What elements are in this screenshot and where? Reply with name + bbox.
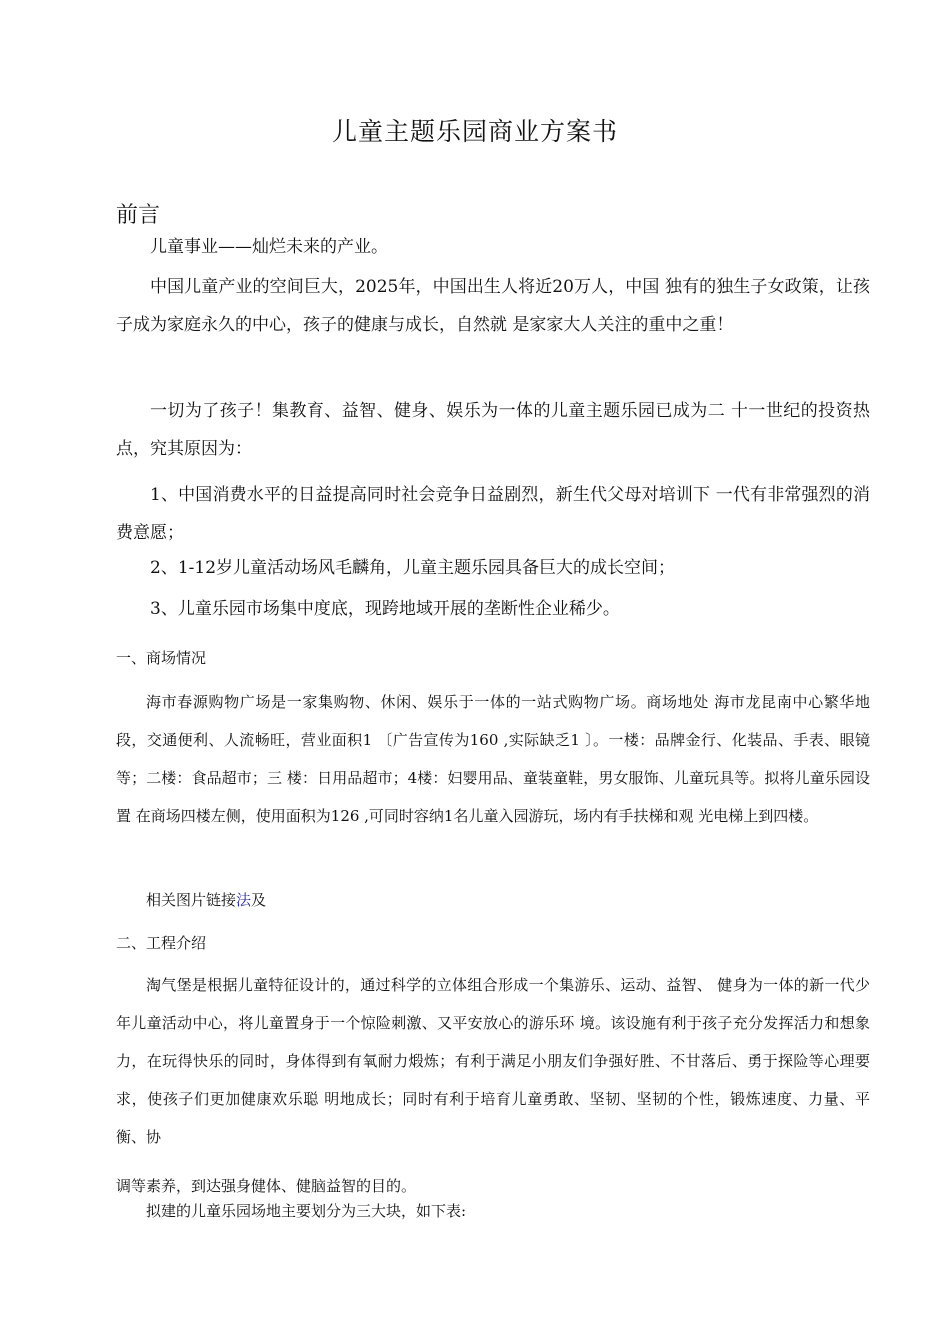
related-images-line — [116, 881, 870, 919]
preface-paragraph-6: 3、儿童乐园市场集中度底，现跨地域开展的垄断性企业稀少。 — [150, 599, 620, 619]
section2-continuation: 调等素养，到达强身健体、健脑益智的目的。 — [116, 1177, 417, 1195]
document-title: 儿童主题乐园商业方案书 — [331, 117, 618, 146]
preface-paragraph-2: 中国儿童产业的空间巨大，2025年，中国出生人将近20万人，中国 独有的独生子女政策，让孩子成为家庭永久的中心，孩子的健康与成长，自然就 是家家大人关注的重中之重！ — [116, 277, 870, 335]
related-images-prefix: 相关图片链接 — [146, 891, 237, 909]
section1-heading: 一、商场情况 — [116, 649, 207, 667]
preface-heading: 前言 — [116, 203, 161, 228]
preface-paragraph-5: 2、1-12岁儿童活动场风毛麟角，儿童主题乐园具备巨大的成长空间； — [150, 558, 676, 578]
section2-heading: 二、工程介绍 — [116, 934, 207, 952]
preface-paragraph-4: 1、中国消费水平的日益提高同时社会竞争日益剧烈，新生代父母对培训下 一代有非常强烈的消费意愿； — [116, 485, 870, 543]
section2-closing: 拟建的儿童乐园场地主要划分为三大块，如下表: — [146, 1202, 467, 1220]
section2-paragraph: 淘气堡是根据儿童特征设计的，通过科学的立体组合形成一个集游乐、运动、益智、 健身为一体的新一代少年儿童活动中心，将儿童置身于一个惊险刺激、又平安放心的游乐环 境。该设施有利于孩子充分发挥活力和想象力，在玩得快乐的同时，身体得到有氧耐力煅炼；有利于满足小朋友们争强好胜、不甘落后、勇于探险等心理要求，使孩子们更加健康欢乐聪 明地成长；同时有利于培育儿童勇敢、坚韧、坚韧的个性，锻炼速度、力量、平衡、协 — [116, 976, 870, 1146]
preface-paragraph-3: 一切为了孩子！集教育、益智、健身、娱乐为一体的儿童主题乐园已成为二 十一世纪的投资热点，究其原因为： — [116, 401, 870, 459]
section1-paragraph: 海市春源购物广场是一家集购物、休闲、娱乐于一体的一站式购物广场。商场地处 海市龙昆南中心繁华地段，交通便利、人流畅旺，营业面积1 〔广告宣传为160 ,实际缺乏1 〕。一楼：品牌金行、化装品、手表、眼镜等；二楼：食品超市；三 楼：日用品超市；4楼：妇婴用品、童装童鞋，男女服饰、儿童玩具等。拟将儿童乐园设置 在商场四楼左侧，使用面积为126 ,可同时容纳1名儿童入园游玩，场内有手扶梯和观 光电梯上到四楼。 — [116, 693, 870, 825]
related-images-suffix: 及 — [251, 891, 267, 909]
related-images-link[interactable]: 法 — [236, 891, 252, 909]
preface-paragraph-1: 儿童事业——灿烂未来的产业。 — [150, 237, 388, 257]
